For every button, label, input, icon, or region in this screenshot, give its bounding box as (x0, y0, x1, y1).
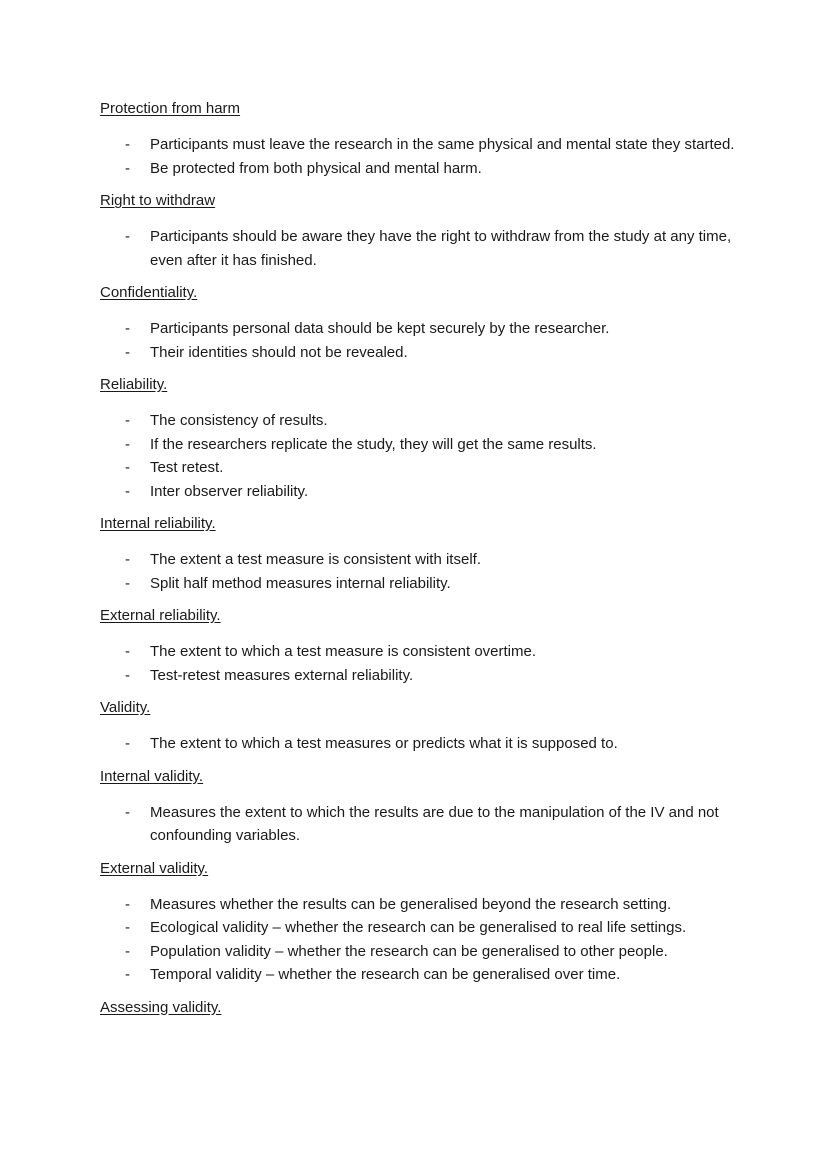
section-heading: External reliability. (100, 607, 221, 624)
list-item-text: Participants must leave the research in the same physical and mental state they started. (150, 136, 735, 153)
section-heading: Validity. (100, 699, 151, 716)
list-item-text: Split half method measures internal reliability. (150, 574, 451, 592)
dash-bullet: - (125, 136, 130, 153)
dash-bullet: - (125, 666, 130, 684)
list-item-text: Test retest. (150, 459, 224, 476)
list-item-text: Temporal validity – whether the research can be generalised over time. (150, 966, 621, 983)
dash-bullet: - (125, 482, 130, 500)
bullet-list (100, 801, 760, 848)
section-protection-from-harm (100, 99, 760, 180)
dash-bullet: - (125, 919, 130, 936)
dash-bullet: - (125, 551, 130, 568)
list-item-text: Measures the extent to which the results are due to the manipulation of the IV and not confounding variables. (150, 803, 719, 844)
list-item-text: Inter observer reliability. (150, 482, 309, 500)
list-item-text: Population validity – whether the research can be generalised to other people. (150, 942, 668, 960)
dash-bullet: - (125, 735, 130, 752)
dash-bullet: - (125, 803, 130, 821)
list-item (100, 572, 760, 596)
bullet-list (100, 225, 760, 272)
section-confidentiality (100, 283, 760, 364)
list-item-text: Be protected from both physical and mental harm. (150, 159, 482, 177)
section-heading: Right to withdraw (100, 192, 216, 209)
dash-bullet: - (125, 643, 130, 660)
list-item (100, 640, 760, 664)
dash-bullet: - (125, 942, 130, 960)
dash-bullet: - (125, 966, 130, 983)
document-page (100, 99, 760, 1032)
list-item (100, 157, 760, 181)
list-item (100, 433, 760, 457)
section-heading: External validity. (100, 859, 209, 877)
bullet-list (100, 732, 760, 756)
list-item (100, 963, 760, 987)
section-right-to-withdraw (100, 191, 760, 272)
list-item (100, 548, 760, 572)
list-item (100, 893, 760, 917)
list-item-text: Their identities should not be revealed. (150, 343, 408, 361)
list-item (100, 456, 760, 480)
list-item-text: Test-retest measures external reliability. (150, 666, 414, 684)
list-item (100, 341, 760, 365)
list-item (100, 225, 760, 272)
dash-bullet: - (125, 159, 130, 177)
list-item-text: Ecological validity – whether the research can be generalised to real life settings. (150, 919, 687, 936)
section-heading: Confidentiality. (100, 284, 198, 301)
section-reliability (100, 375, 760, 503)
section-heading: Reliability. (100, 376, 168, 393)
list-item (100, 940, 760, 964)
dash-bullet: - (125, 574, 130, 592)
list-item (100, 317, 760, 341)
section-external-reliability (100, 606, 760, 687)
dash-bullet: - (125, 895, 130, 913)
section-assessing-validity (100, 998, 760, 1018)
list-item (100, 480, 760, 504)
list-item-text: The extent to which a test measure is consistent overtime. (150, 643, 537, 660)
dash-bullet: - (125, 459, 130, 476)
dash-bullet: - (125, 412, 130, 429)
section-heading: Internal reliability. (100, 515, 216, 532)
dash-bullet: - (125, 320, 130, 337)
list-item-text: The extent a test measure is consistent with itself. (150, 551, 481, 568)
list-item-text: Participants personal data should be kept securely by the researcher. (150, 320, 610, 337)
bullet-list (100, 133, 760, 180)
dash-bullet: - (125, 228, 130, 245)
dash-bullet: - (125, 435, 130, 453)
list-item-text: If the researchers replicate the study, they will get the same results. (150, 435, 597, 453)
list-item (100, 409, 760, 433)
bullet-list (100, 640, 760, 687)
list-item (100, 664, 760, 688)
section-external-validity (100, 859, 760, 987)
section-heading: Protection from harm (100, 100, 241, 117)
list-item (100, 133, 760, 157)
dash-bullet: - (125, 343, 130, 361)
section-internal-validity (100, 767, 760, 848)
bullet-list (100, 409, 760, 503)
bullet-list (100, 893, 760, 987)
list-item (100, 732, 760, 756)
bullet-list (100, 317, 760, 364)
list-item-text: The extent to which a test measures or predicts what it is supposed to. (150, 735, 618, 752)
list-item (100, 801, 760, 848)
section-validity (100, 698, 760, 756)
section-heading: Internal validity. (100, 767, 204, 785)
list-item-text: Participants should be aware they have the right to withdraw from the study at any time, even after it has finished. (150, 228, 732, 269)
list-item (100, 916, 760, 940)
list-item-text: Measures whether the results can be generalised beyond the research setting. (150, 895, 672, 913)
bullet-list (100, 548, 760, 595)
section-internal-reliability (100, 514, 760, 595)
section-heading: Assessing validity. (100, 998, 222, 1016)
list-item-text: The consistency of results. (150, 412, 328, 429)
